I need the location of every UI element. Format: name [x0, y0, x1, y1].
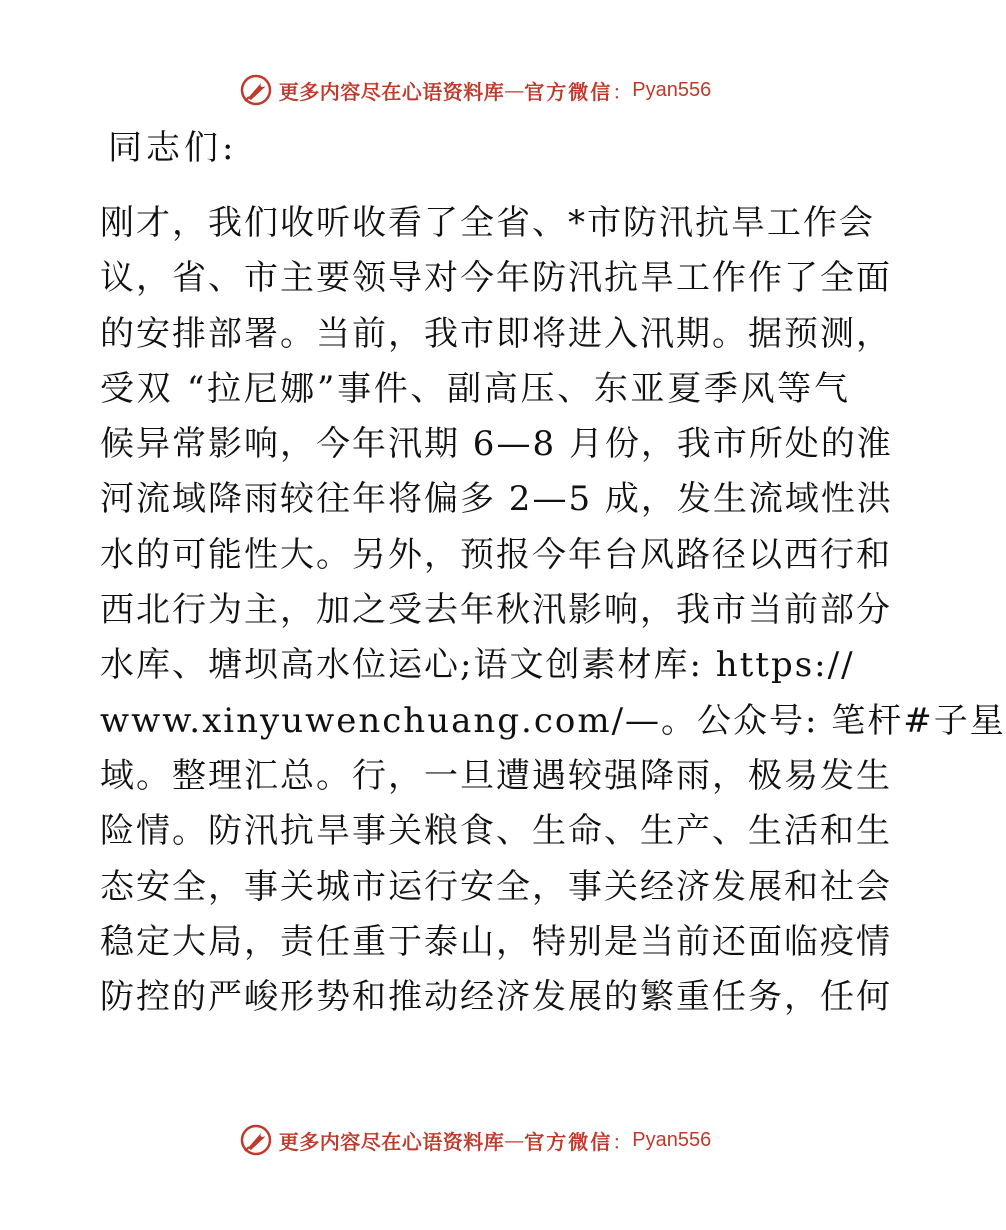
body-line: 域。整理汇总。行，一旦遭遇较强降雨，极易发生 [100, 755, 892, 796]
body-line: 候异常影响，今年汛期 6—8 月份，我市所处的淮 [100, 424, 893, 465]
watermark-handle: Pyan556 [632, 1128, 712, 1151]
body-line: 西北行为主，加之受去年秋汛影响，我市当前部分 [100, 590, 892, 631]
body-line: 议，省、市主要领导对今年防汛抗旱工作作了全面 [100, 258, 892, 299]
body-line: 水库、塘坝高水位运心;语文创素材库: https:// [100, 645, 855, 686]
header-watermark [0, 70, 950, 110]
watermark-separator: — [504, 1128, 525, 1152]
document-body [100, 196, 1006, 1025]
pen-nib-circle-icon [239, 73, 273, 107]
pen-nib-circle-icon [239, 1123, 273, 1157]
watermark-colon: ： [612, 79, 633, 104]
body-line: 河流域降雨较往年将偏多 2—5 成，发生流域性洪 [100, 479, 893, 520]
watermark-official-label: 官方微信 [524, 79, 613, 104]
watermark-brand-text: 更多内容尽在心语资料库 [278, 79, 505, 104]
body-line: 险情。防汛抗旱事关粮食、生命、生产、生活和生 [100, 811, 892, 852]
salutation: 同志们: [108, 128, 238, 168]
body-line: 防控的严峻形势和推动经济发展的繁重任务，任何 [100, 977, 892, 1018]
watermark-brand-text: 更多内容尽在心语资料库 [278, 1129, 505, 1154]
body-line: 水的可能性大。另外，预报今年台风路径以西行和 [100, 534, 892, 575]
body-line: 的安排部署。当前，我市即将进入汛期。据预测， [100, 313, 892, 354]
watermark-handle: Pyan556 [632, 78, 712, 101]
footer-watermark [0, 1120, 950, 1160]
body-line: 刚才，我们收听收看了全省、*市防汛抗旱工作会 [100, 203, 875, 243]
body-line: 稳定大局，责任重于泰山，特别是当前还面临疫情 [100, 921, 892, 962]
watermark-colon: ： [612, 1129, 633, 1154]
watermark-separator: — [504, 78, 525, 102]
body-line: 受双 “拉尼娜”事件、副高压、东亚夏季风等气 [100, 368, 850, 409]
body-line: www.xinyuwenchuang.com/—。公众号: 笔杆#子星 [100, 700, 1006, 741]
watermark-official-label: 官方微信 [524, 1129, 613, 1154]
body-line: 态安全，事关城市运行安全，事关经济发展和社会 [100, 866, 892, 907]
